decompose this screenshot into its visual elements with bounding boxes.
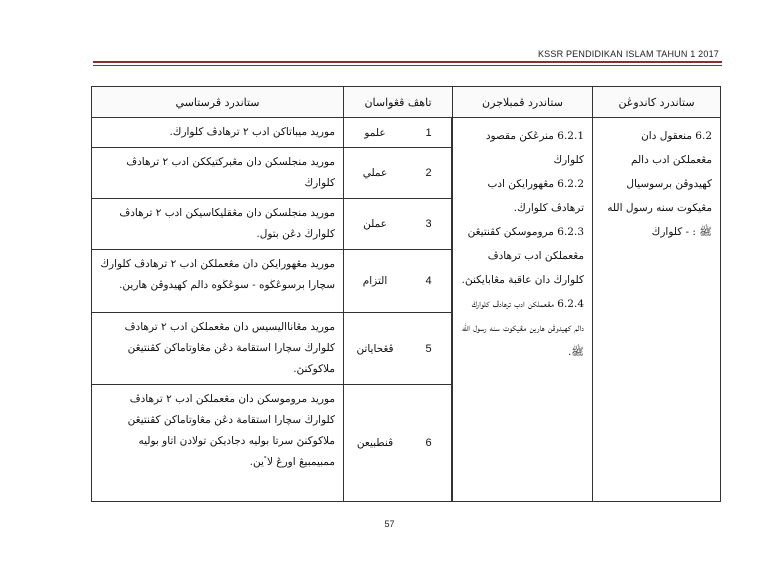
header-standard-pembelajaran: ستاندرد ڤمبلاجرن [453, 87, 593, 118]
tahap-name: عملن [363, 218, 387, 230]
tahap-level: 6 [406, 385, 452, 501]
tahap-level: 5 [406, 313, 452, 384]
performance-description: مورید مڠانااليسيس دان مڠعملكن ادب ٢ ترهادڤ كلوارڬ سچارا استقامة دڠن مڠاوتاماكن كڤنتيڠن ملاكوكنڽ. [124, 321, 335, 375]
tahap-level: 2 [406, 148, 452, 198]
table-row [92, 118, 721, 148]
tahap-name: علمو [364, 126, 386, 139]
performance-description: مورید منجلسكن دان مڠبركتيككن ادب ٢ ترهادڤ كلوارڬ [126, 156, 335, 189]
description-cell [92, 118, 344, 148]
learning-standard-item: 6.2.4 مڠعملكن ادب ترهادڤ كلوارڬ دالم كهيدوڤن هارين مڠيكوت سنه رسول الله ﷺ. [462, 298, 584, 358]
tahap-cell [344, 313, 453, 385]
description-cell [92, 148, 344, 199]
header-rule-thin [93, 65, 722, 66]
header-tahap-penguasaan: تاهڤ ڤڠواسان [344, 87, 453, 118]
header-standard-kandungan: ستاندرد كاندوڠن [593, 87, 721, 118]
learning-standard-item: 6.2.2 مڠهورايكن ادب ترهادڤ كلوارڬ. [487, 178, 584, 214]
tahap-level: 4 [406, 250, 452, 312]
standard-kandungan-cell [593, 118, 721, 502]
tahap-name: التزام [362, 275, 388, 287]
document-header-title: KSSR PENDIDIKAN ISLAM TAHUN 1 2017 [537, 49, 719, 59]
description-cell [92, 385, 344, 502]
tahap-name: ڤنطبيعن [356, 437, 394, 449]
tahap-level: 3 [406, 199, 452, 249]
tahap-cell [344, 118, 453, 148]
table-header-row [92, 87, 721, 118]
tahap-name: ڤڠحاياتن [356, 342, 394, 355]
performance-description: مورید منجلسكن دان مڠقليكاسيكن ادب ٢ ترهادڤ كلوارڬ دڠن بتول. [119, 207, 335, 240]
tahap-name: عملي [362, 167, 388, 179]
tahap-cell [344, 199, 453, 250]
performance-description: مورید ميباتاكن ادب ٢ ترهادڤ كلوارڬ. [169, 126, 335, 138]
tahap-level: 1 [406, 118, 452, 147]
standard-kandungan-text: 6.2 منعقول دان مڠعملكن ادب دالم كهيدوڤن برسوسيال مڠيكوت سنه رسول الله ﷺ : - كلوارڬ [607, 130, 712, 238]
page-number: 57 [384, 519, 395, 529]
learning-standard-item: 6.2.1 منرڠكن مقصود كلوارڬ [485, 130, 584, 166]
header-rule-thick [93, 61, 722, 63]
header-standard-prestasi: ستاندرد ڤرستاسي [92, 87, 344, 118]
performance-description: مورید مروموسكن دان مڠعملكن ادب ٢ ترهادڤ كلوارڬ سچارا استقامة دڠن مڠاوتاماكن كڤنتيڠن ملاكوكنڽ سرتا بوليه دجاديكن تولادن اتاو بوليه ممبيمبيڠ اورڠ لاٴين. [127, 393, 335, 468]
tahap-cell [344, 250, 453, 313]
standards-table [91, 86, 721, 502]
tahap-cell [344, 148, 453, 199]
performance-description: مورید مڠهورايكن دان مڠعملكن ادب ٢ ترهادڤ كلوارڬ سچارا برسوڠڬوه - سوڠڬوه دالم كهيدوڤن هارين. [100, 258, 335, 291]
tahap-cell [344, 385, 453, 502]
learning-standard-item: 6.2.3 مروموسكن كڤنتيڠن مڠعملكن ادب ترهادڤ كلوارڬ دان عاقبة مڠابايكنڽ. [461, 226, 584, 286]
description-cell [92, 313, 344, 385]
standard-pembelajaran-cell [453, 118, 593, 502]
description-cell [92, 199, 344, 250]
description-cell [92, 250, 344, 313]
